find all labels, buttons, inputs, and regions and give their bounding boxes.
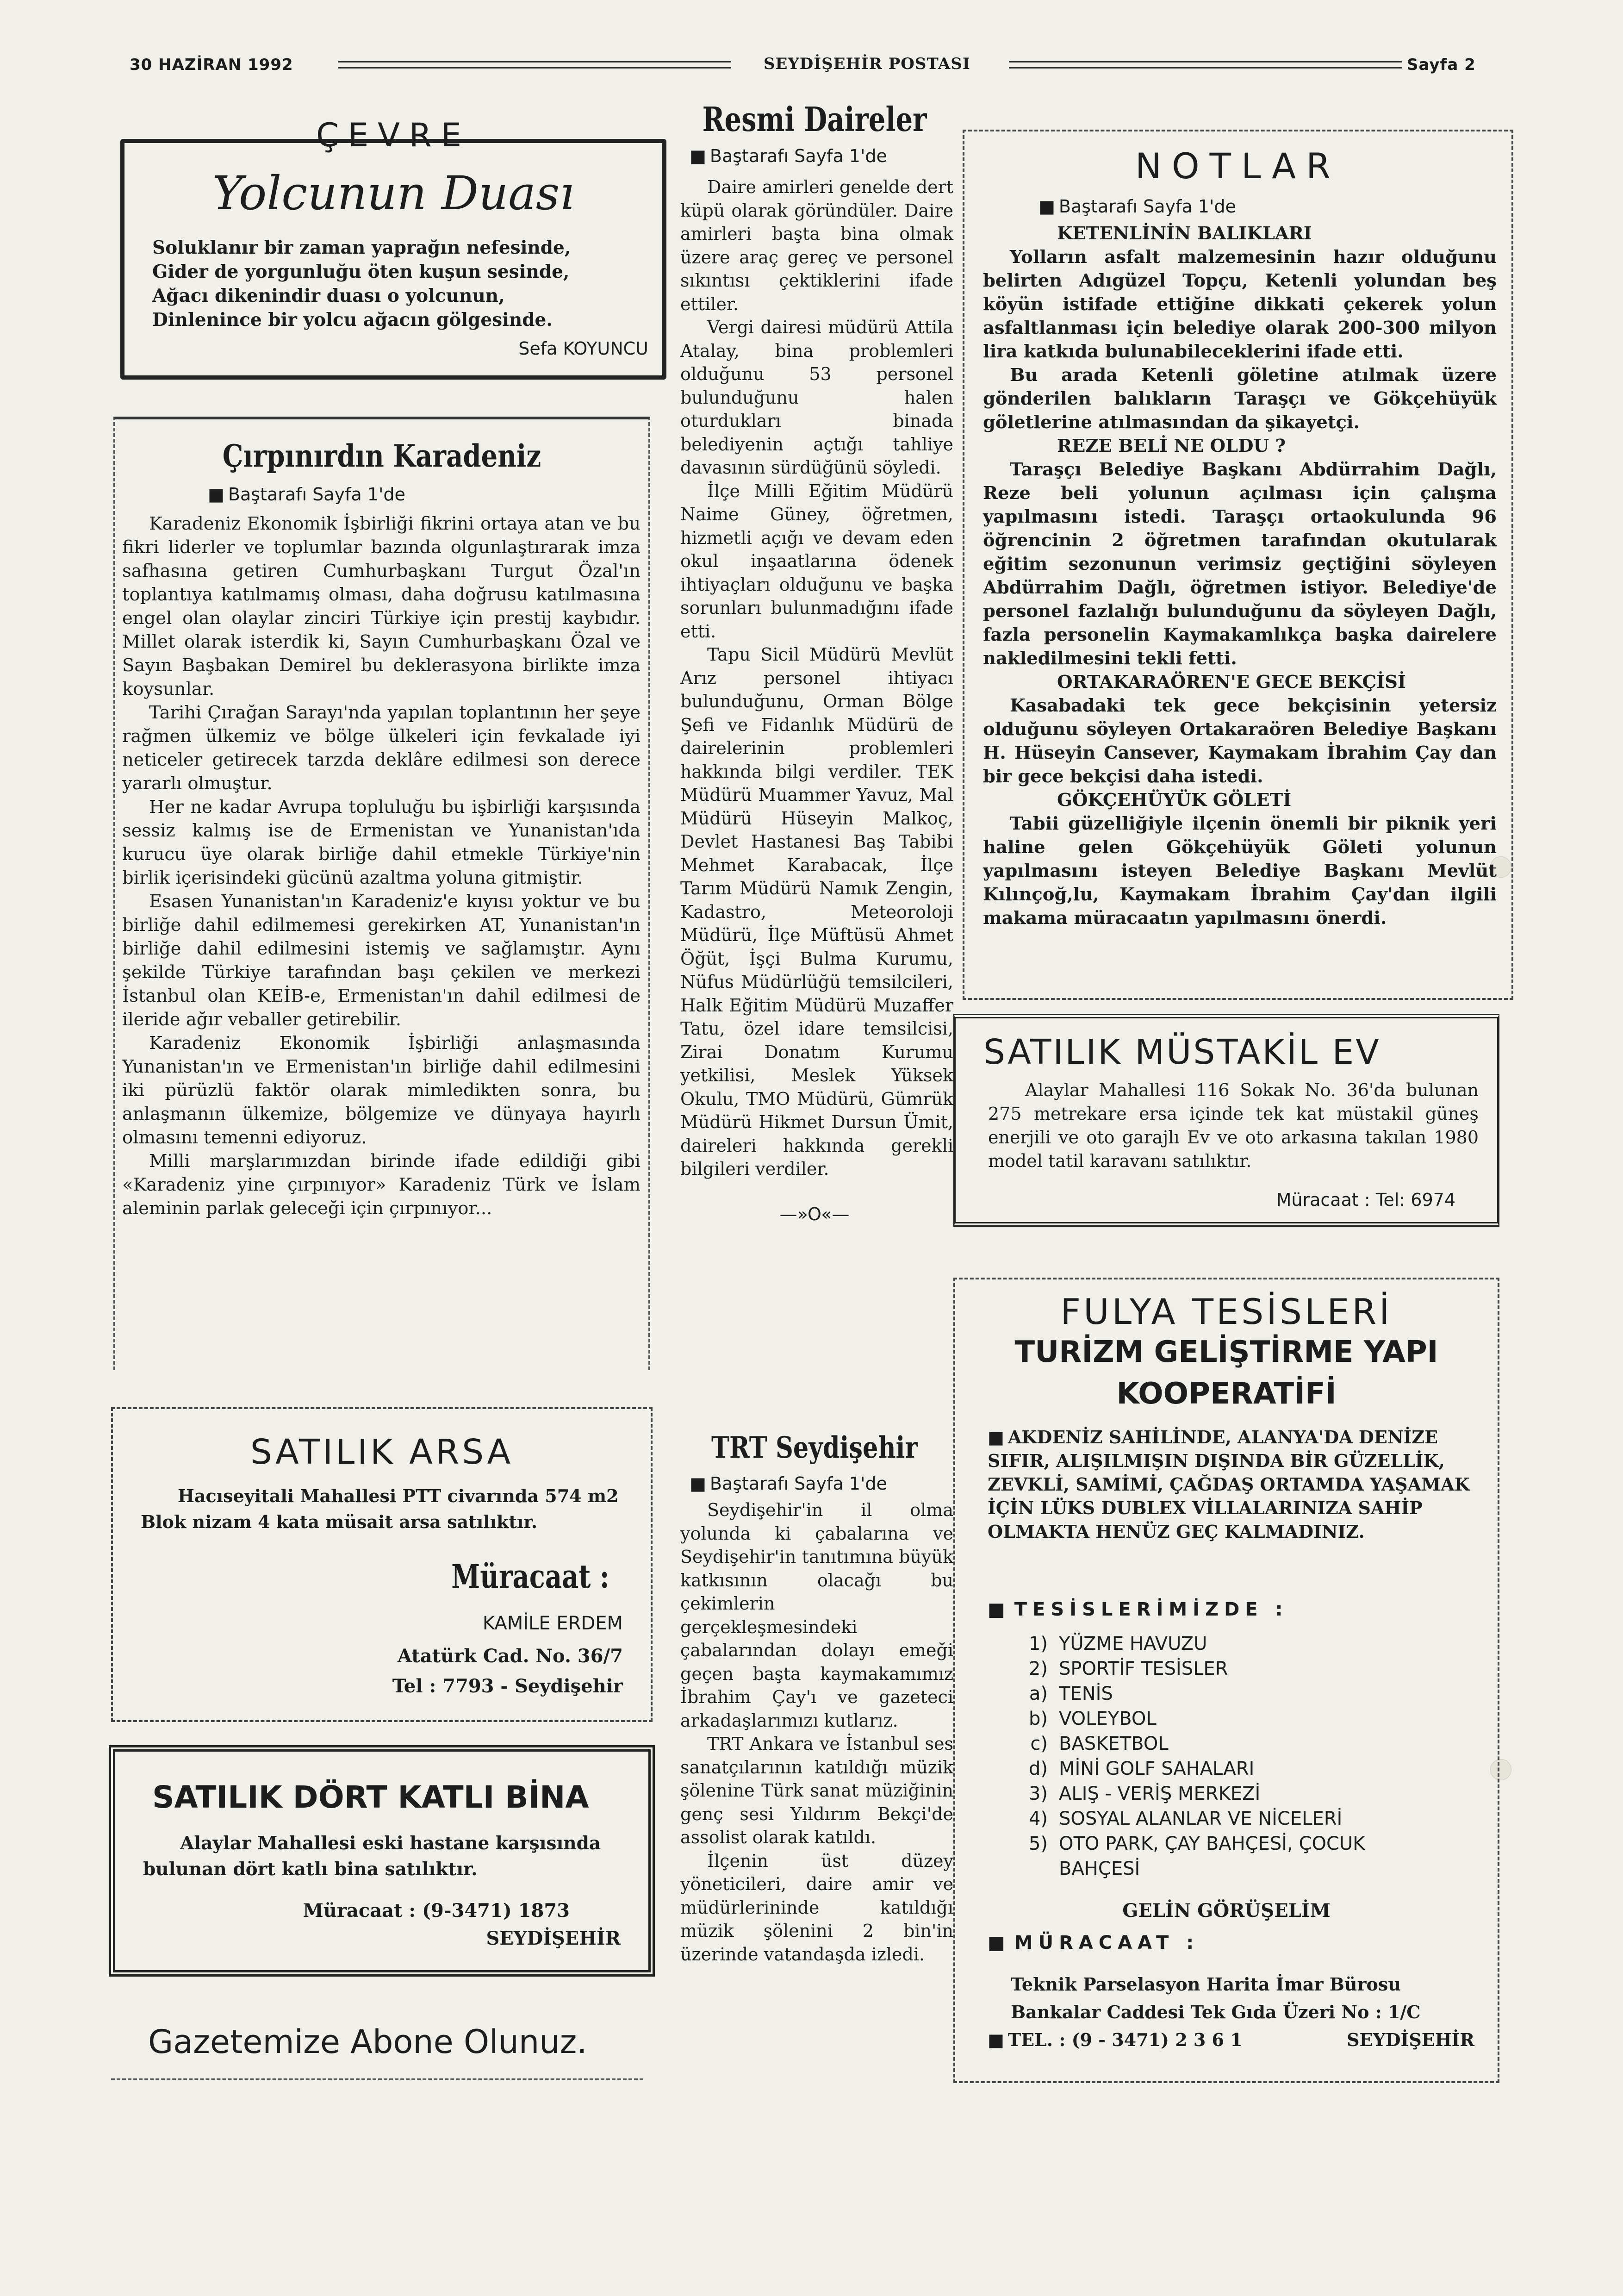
list-item: b) VOLEYBOL [1029, 1708, 1157, 1729]
cevre-poem-box [120, 116, 666, 380]
list-item: 3) ALIŞ - VERİŞ MERKEZİ [1028, 1783, 1261, 1804]
article-title-wrap [671, 100, 958, 139]
ad-text: Hacıseyitali Mahallesi PTT civarında 574 m2 Blok nizam 4 kata müsait arsa satılıktır. [141, 1485, 619, 1532]
list-item: d) MİNİ GOLF SAHALARI [1029, 1758, 1255, 1779]
paragraph: Daire amirleri genelde dert küpü olarak göründüler. Daire amirleri başta bina olmak üzere araç gereç ve personel sıkıntısı çektiklerini ifade ettiler. [680, 177, 953, 314]
ad-text: Alaylar Mahallesi 116 Sokak No. 36'da bulunan 275 metrekare ersa içinde tek kat müstakil güneş enerjili ve oto garajlı Ev ve oto arkasına takılan 1980 model tatil karavanı satılıktır. [988, 1080, 1479, 1171]
poem-line: Ağacı dikenindir duası o yolcunun, [152, 285, 505, 306]
muracaat-label: ■ MÜRACAAT : [988, 1932, 1199, 1953]
section-title: NOTLAR [1135, 145, 1341, 187]
poem-line: Gider de yorgunluğu öten kuşun sesinde, [152, 261, 570, 282]
contact-office: Teknik Parselasyon Harita İmar Bürosu [1011, 1974, 1401, 1995]
list-item: 2) SPORTİF TESİSLER [1028, 1658, 1228, 1679]
article-body [680, 1498, 953, 1966]
header-rule [338, 61, 731, 69]
list-item: 4) SOSYAL ALANLAR VE NİCELERİ [1028, 1808, 1343, 1829]
ev-ad [953, 1014, 1499, 1227]
article-title-wrap [115, 438, 648, 474]
paragraph: Bu arada Ketenli göletine atılmak üzere gönderilen balıkların Taraşçı ve Gökçehüyük göletlerine atılmasından da şikayetçi. [983, 365, 1497, 433]
contact-tel: Müracaat : (9-3471) 1873 [303, 1900, 570, 1922]
poem-line: Dinlenince bir yolcu ağacın gölgesinde. [152, 309, 553, 331]
note-heading: KETENLİNİN BALIKLARI [1057, 223, 1312, 244]
continued-note: ■ Baştarafı Sayfa 1'de [1038, 196, 1236, 217]
note-heading: ORTAKARAÖREN'E GECE BEKÇİSİ [1057, 672, 1406, 693]
contact-city: SEYDİŞEHİR [1347, 2029, 1474, 2050]
paragraph: TRT Ankara ve İstanbul ses sanatçılarının katıldığı müzik şölenine Türk sanat müziğinin genç sesi Yıldırım Bekçi'de assolist olarak katıldı. [680, 1734, 953, 1847]
poem-title: Yolcunun Duası [212, 166, 575, 220]
article-title: Resmi Daireler [702, 100, 927, 139]
paragraph: Seydişehir'in il olma yolunda ki çabalarına ve Seydişehir'in tanıtımına büyük katkısının olacağı bu çekimlerin gerçekleşmesindeki çabalarından dolayı emeği geçen başta kaymakamımız İbrahim Çay'ı ve gazeteci arkadaşlarımızı kutlarız. [680, 1500, 953, 1731]
paragraph: Tabii güzelliğiyle ilçenin önemli bir piknik yeri haline gelen Gökçehüyük Göleti yolunun yapılmasını isteyen Belediye Başkanı Mevlüt Kılınçoğ,lu, Kaymakam İbrahim Çay'dan ilgili makama müracaatın yapılmasını önerdi. [983, 813, 1497, 929]
paragraph: Tapu Sicil Müdürü Mevlüt Arız personel ihtiyacı bulunduğunu, Orman Bölge Şefi ve Fidanlık Müdürü de dairelerinin problemleri hakkında bilgi verdiler. TEK Müdürü Muammer Yavuz, Mal Müdürü Hüseyin Malkoç, Devlet Hastanesi Baş Tabibi Mehmet Karabacak, İlçe Tarım Müdürü Namık Zengin, Kadastro, Meteoroloji Müdürü, İlçe Müftüsü Ahmet Öğüt, İşçi Bulma Kurumu, Nüfus Müdürlüğü temsilcileri, Halk Eğitim Müdürü Muzaffer Tatu, özel idare temsilcisi, Zirai Donatım Kurumu yetkilisi, Meslek Yüksek Okulu, TMO Müdürü, Gümrük Müdürü Hikmet Dursun Ümit, daireleri hakkında gerekli bilgileri verdiler. [680, 644, 953, 1179]
contact-city: SEYDİŞEHİR [486, 1928, 621, 1949]
contact-address: Atatürk Cad. No. 36/7 [397, 1645, 623, 1667]
facilities-label: ■ TESİSLERİMİZDE : [988, 1599, 1288, 1620]
list-item: a) TENİS [1029, 1683, 1113, 1704]
page-number: Sayfa 2 [1407, 56, 1476, 74]
paragraph: Vergi dairesi müdürü Attila Atalay, bina problemleri olduğunu 53 personel bulunduğunu halen oturdukları binada belediyenin açtığı tahliye davasının sürdüğünü söyledi. [680, 317, 953, 478]
muracaat-label: Müracaat : [451, 1557, 609, 1596]
ad-subtitle: TURİZM GELİŞTİRME YAPI [1014, 1335, 1438, 1369]
article-body [122, 512, 640, 1220]
article-body [680, 175, 953, 1181]
ad-intro: ■ AKDENİZ SAHİLİNDE, ALANYA'DA DENİZE SIFIR, ALIŞILMIŞIN DIŞINDA BİR GÜZELLİK, ZEVKLİ, SAMİMİ, ÇAĞDAŞ ORTAMDA YAŞAMAK İÇİN LÜKS DUBLEX VİLLALARINIZA SAHİP OLMAKTA HENÜZ GEÇ KALMADINIZ. [988, 1425, 1474, 1543]
article-title-wrap [671, 1430, 958, 1465]
note-heading: REZE BELİ NE OLDU ? [1057, 436, 1286, 456]
ad-subtitle: KOOPERATİFİ [1116, 1377, 1337, 1411]
list-item: 1) YÜZME HAVUZU [1028, 1633, 1207, 1654]
ad-text: Alaylar Mahallesi eski hastane karşısında bulunan dört katlı bina satılıktır. [143, 1833, 601, 1880]
paragraph: Milli marşlarımızdan birinde ifade edildiği gibi «Karadeniz yine çırpınıyor» Karadeniz Türk ve İslam aleminin parlak geleceği için çırpınıyor... [122, 1151, 640, 1219]
poem-body [152, 236, 652, 332]
divider [111, 2078, 643, 2080]
muracaat-wrap [412, 1557, 609, 1596]
arsa-ad [111, 1407, 653, 1722]
ad-title: SATILIK MÜSTAKİL EV [983, 1032, 1381, 1072]
header-rule [1009, 61, 1402, 69]
paragraph: Karadeniz Ekonomik İşbirliği anlaşmasında Yunanistan'ın ve Ermenistan'ın birliğe dahil edilmesini iki pürüzlü faktör olarak mimledikten sonra, bu anlaşmanın ülkemize, bölgemize ve dünyaya hayırlı olmasını temenni ediyoruz. [122, 1033, 640, 1148]
continued-note: ■ Baştarafı Sayfa 1'de [690, 146, 958, 166]
paragraph: Karadeniz Ekonomik İşbirliği fikrini ortaya atan ve bu fikri liderler ve toplumlar bazında olgunlaştırarak imza safhasına getiren Cumhurbaşkanı Turgut Özal'ın toplantıya katılmamış olması, daha doğrusu katılmasına engel olan olaylar zinciri Türkiye için prestij kaybıdır. Millet olarak isterdik ki, Sayın Cumhurbaşkanı Özal ve Sayın Başbakan Demirel bu deklerasyona birlikte imza koysunlar. [122, 513, 640, 699]
contact-name: KAMİLE ERDEM [482, 1613, 623, 1634]
notes-body [983, 222, 1497, 930]
cevre-label: ÇEVRE [316, 116, 471, 154]
fulya-ad [953, 1278, 1499, 2083]
paragraph: Tarihi Çırağan Sarayı'nda yapılan toplantının her şeye rağmen ülkemiz ve bölge ülkeleri için fevkalade iyi neticeler getirecek tarzda deklâre edilmesi son derece yararlı olmuştur. [122, 702, 640, 794]
ad-title: SATILIK ARSA [250, 1432, 514, 1472]
section-divider: —»O«— [779, 1204, 850, 1224]
paragraph: Her ne kadar Avrupa topluluğu bu işbirliği karşısında sessiz kalmış ise de Ermenistan ve Yunanistan'ıda kurucu üye olarak birliğe dahil etmekle Türkiye'nin birlik içerisindeki gücünü azaltma yoluna gitmiştir. [122, 797, 640, 888]
resmi-article [671, 100, 958, 1224]
contact-tel: ■ TEL. : (9 - 3471) 2 3 6 1 [988, 2029, 1243, 2050]
issue-date: 30 HAZİRAN 1992 [130, 56, 293, 74]
continued-note: ■ Baştarafı Sayfa 1'de [208, 484, 405, 505]
paragraph: İlçe Milli Eğitim Müdürü Naime Güney, öğretmen, hizmetli açığı ve devam eden okul inşaatlarına ödenek ihtiyaçları olduğunu ve başka sorunları bulunmadığını ifade etti. [680, 480, 953, 642]
trt-article [671, 1430, 958, 1966]
paragraph: Yolların asfalt malzemesinin hazır olduğunu belirten Adıgüzel Topçu, Ketenli yolundan beş köyün istifade ettiğine dikkati çekerek yolun asfaltlanması için belediye olarak 200-300 milyon lira katkıda bulunabileceklerini ifade etti. [983, 247, 1497, 362]
ad-title: SATILIK DÖRT KATLI BİNA [152, 1779, 589, 1815]
paragraph: Esasen Yunanistan'ın Karadeniz'e kıyısı yoktur ve bu birliğe dahil edilmemesi gerekirken AT, Yunanistan'ın birliğe dahil edilmesini istemiş ve sağlamıştır. Aynı şekilde Türkiye tarafından başı çekilen ve merkezi İstanbul olan KEİB-e, Ermenistan'ın dahil edilmesi de ileride ağır veballer getirebilir. [122, 891, 640, 1030]
paragraph: İlçenin üst düzey yöneticileri, daire amir ve müdürlerininde katıldığı müzik şölenini 2 bin'in üzerinde vatandaşda izledi. [680, 1850, 953, 1965]
karadeniz-article [113, 417, 650, 1370]
facilities-list [1011, 1631, 1450, 1881]
notlar-column [963, 130, 1513, 1000]
article-title: TRT Seydişehir [711, 1430, 918, 1465]
contact-tel: Tel : 7793 - Seydişehir [392, 1675, 623, 1697]
paragraph: Kasabadaki tek gece bekçisinin yetersiz olduğunu söyleyen Ortakaraören Belediye Başkanı H. Hüseyin Cansever, Kaymakam İbrahim Çay dan bir gece bekçisi daha istedi. [983, 695, 1497, 787]
contact-address: Bankalar Caddesi Tek Gıda Üzeri No : 1/C [1011, 2002, 1421, 2022]
gelin-line: GELİN GÖRÜŞELİM [1122, 1900, 1331, 1922]
continued-note: ■ Baştarafı Sayfa 1'de [690, 1473, 958, 1494]
newspaper-name: SEYDİŞEHİR POSTASI [764, 55, 970, 73]
ad-title: FULYA TESİSLERİ [1060, 1291, 1393, 1332]
poem-line: Soluklanır bir zaman yaprağın nefesinde, [152, 237, 571, 258]
list-item: c) BASKETBOL [1030, 1733, 1169, 1754]
contact-tel: Müracaat : Tel: 6974 [1276, 1190, 1455, 1210]
note-heading: GÖKÇEHÜYÜK GÖLETİ [1057, 790, 1292, 811]
paragraph: Taraşçı Belediye Başkanı Abdürrahim Dağlı, Reze beli yolunun açılması için çalışma yapılmasını istedi. Taraşçı ortaokulunda 96 öğrencinin 2 öğretmen tarafından okutularak eğitim sezonunun verimsiz geçtiğini söyleyen Abdürrahim Dağlı, öğretmen istiyor. Belediye'de personel fazlalığı bulunduğunu da söyleyen Dağlı, fazla personelin Kaymakamlıkça başka dairelere nakledilmesini tekli fetti. [983, 459, 1497, 669]
article-title: Çırpınırdın Karadeniz [222, 438, 541, 474]
bina-ad [109, 1745, 655, 1977]
list-item: 5) OTO PARK, ÇAY BAHÇESİ, ÇOCUK BAHÇESİ [1028, 1833, 1365, 1879]
poem-author: Sefa KOYUNCU [518, 338, 648, 359]
subscribe-line: Gazetemize Abone Olunuz. [148, 2023, 587, 2061]
